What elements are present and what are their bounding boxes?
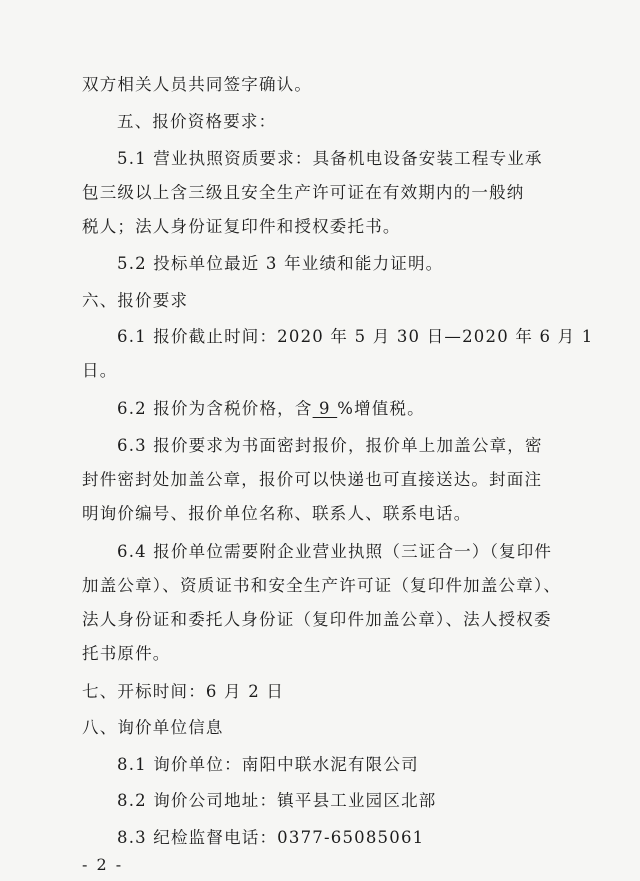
section-heading: 八、询价单位信息	[82, 718, 224, 737]
paragraph-line: 日。	[82, 361, 118, 380]
section-heading: 五、报价资格要求：	[117, 112, 277, 131]
paragraph-line: 税人；法人身份证复印件和授权委托书。	[82, 217, 401, 236]
paragraph-line: 6.4 报价单位需要附企业营业执照（三证合一）（复印件	[117, 542, 553, 561]
paragraph-line: 加盖公章）、资质证书和安全生产许可证（复印件加盖公章）、	[82, 576, 562, 595]
section-heading: 七、开标时间：6 月 2 日	[82, 682, 285, 701]
paragraph-line: 6.3 报价要求为书面密封报价，报价单上加盖公章，密	[117, 436, 543, 455]
text-span: 6.2 报价为含税价格，含	[117, 399, 313, 418]
paragraph-line	[117, 398, 425, 420]
paragraph-line: 封件密封处加盖公章，报价可以快递也可直接送达。封面注	[82, 470, 543, 489]
paragraph-line: 明询价编号、报价单位名称、联系人、联系电话。	[82, 504, 472, 523]
page-number: - 2 -	[82, 855, 124, 874]
paragraph-line: 8.1 询价单位：南阳中联水泥有限公司	[117, 755, 419, 774]
paragraph-line: 8.3 纪检监督电话：0377-65085061	[117, 828, 425, 847]
paragraph-line: 6.1 报价截止时间：2020 年 5 月 30 日—2020 年 6 月 1	[117, 327, 594, 346]
section-heading: 六、报价要求	[82, 291, 189, 310]
paragraph-line: 托书原件。	[82, 644, 171, 663]
text-span: %增值税。	[337, 399, 425, 418]
paragraph-line: 包三级以上含三级且安全生产许可证在有效期内的一般纳	[82, 183, 525, 202]
paragraph-line: 法人身份证和委托人身份证（复印件加盖公章）、法人授权委	[82, 610, 552, 629]
paragraph-line: 5.2 投标单位最近 3 年业绩和能力证明。	[117, 254, 444, 273]
paragraph-line: 双方相关人员共同签字确认。	[82, 75, 313, 94]
vat-rate-value: 9	[312, 399, 338, 418]
paragraph-line: 5.1 营业执照资质要求：具备机电设备安装工程专业承	[117, 149, 543, 168]
paragraph-line: 8.2 询价公司地址：镇平县工业园区北部	[117, 791, 437, 810]
